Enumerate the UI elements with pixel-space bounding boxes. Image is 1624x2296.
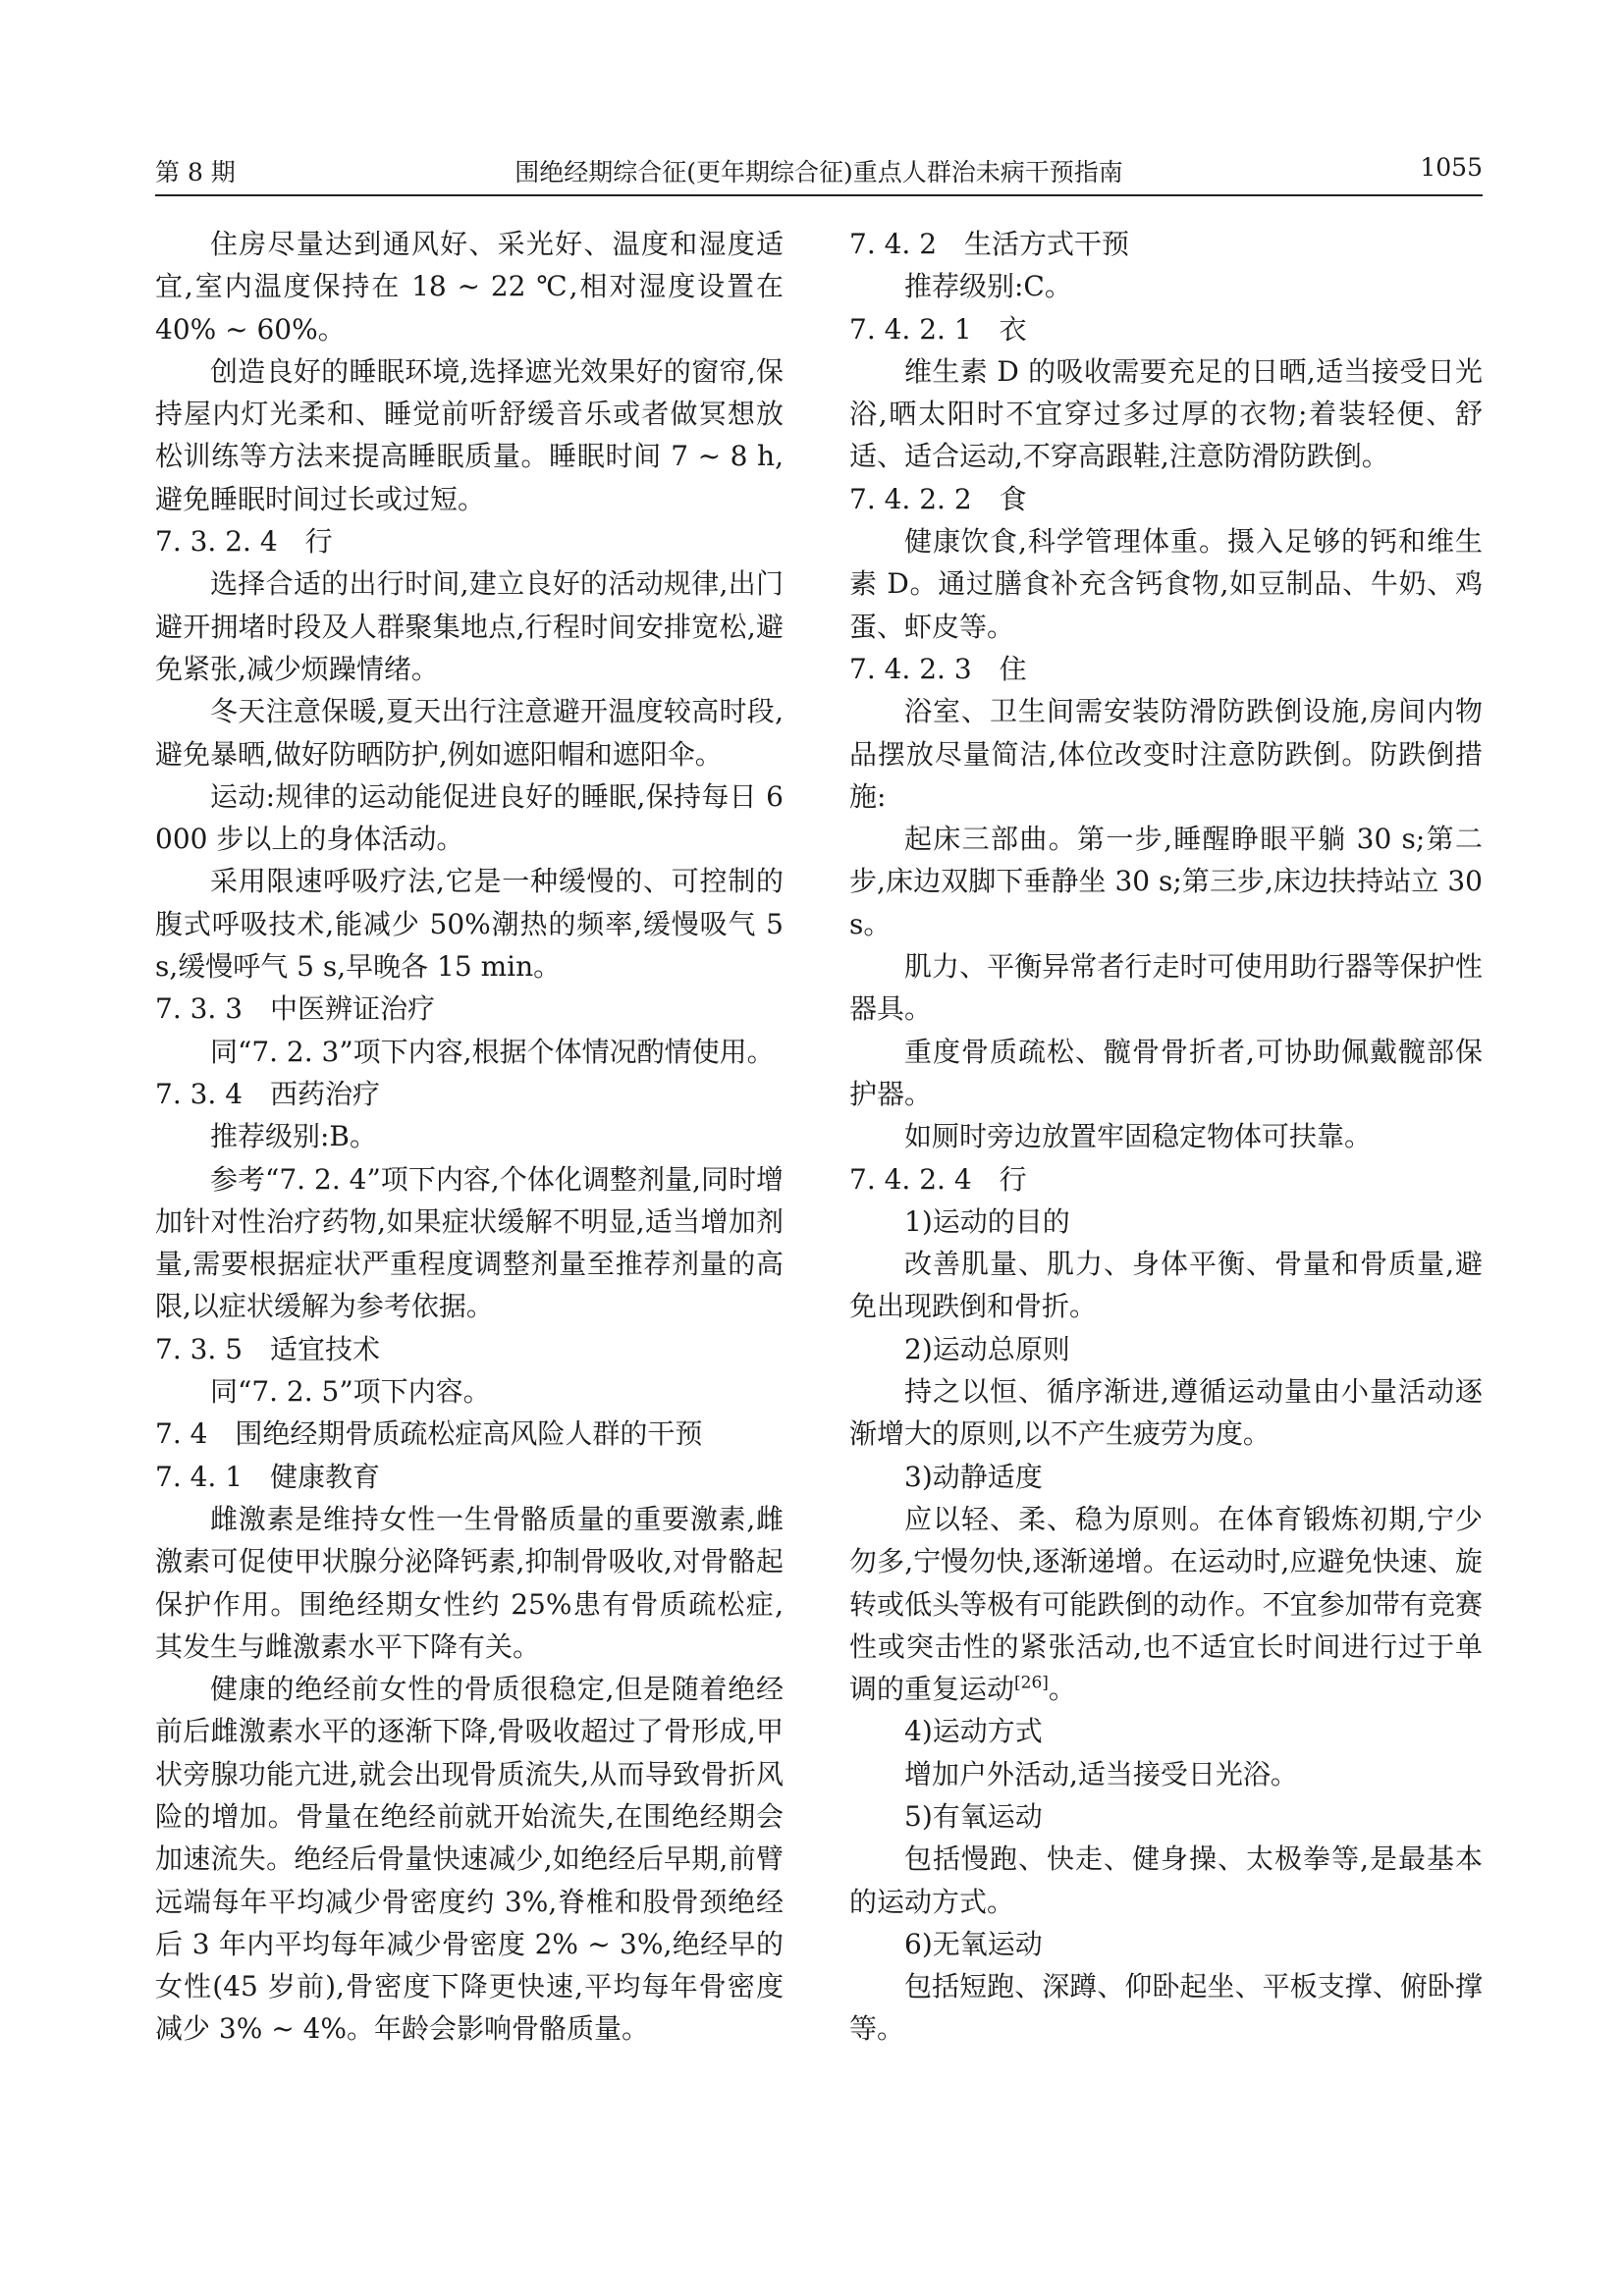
running-header	[155, 149, 1483, 196]
paragraph-text: 同“7. 2. 5”项下内容。	[210, 1375, 491, 1409]
paragraph-text: 起床三部曲。第一步,睡醒睁眼平躺 30 s;第二步,床边双脚下垂静坐 30 s;第三步,床边扶持站立 30 s。	[849, 823, 1483, 940]
paragraph	[849, 1753, 1483, 1795]
paragraph-text: 包括慢跑、快走、健身操、太极拳等,是最基本的运动方式。	[849, 1842, 1483, 1918]
paragraph-text: 同“7. 2. 3”项下内容,根据个体情况酌情使用。	[210, 1035, 775, 1068]
paragraph	[849, 1201, 1483, 1243]
section-heading	[849, 648, 1483, 690]
paragraph	[849, 1243, 1483, 1328]
paragraph	[155, 223, 784, 350]
paragraph-tail: 。	[1048, 1673, 1076, 1706]
running-title: 围绝经期综合征(更年期综合征)重点人群治未病干预指南	[514, 158, 1123, 187]
paragraph-text: 推荐级别:C。	[904, 270, 1072, 303]
paragraph-text: 如厕时旁边放置牢固稳定物体可扶靠。	[904, 1120, 1373, 1153]
paragraph	[849, 1370, 1483, 1456]
paragraph-text: 3)动静适度	[904, 1460, 1043, 1493]
paragraph-text: 创造良好的睡眠环境,选择遮光效果好的窗帘,保持屋内灯光柔和、睡觉前听舒缓音乐或者做冥想放松训练等方法来提高睡眠质量。睡眠时间 7 ~ 8 h,避免睡眠时间过长或过短。	[155, 354, 784, 515]
paragraph	[849, 265, 1483, 307]
paragraph-text: 6)无氧运动	[904, 1927, 1043, 1960]
paragraph	[849, 1328, 1483, 1370]
paragraph-text: 持之以恒、循序渐进,遵循运动量由小量活动逐渐增大的原则,以不产生疲劳为度。	[849, 1375, 1483, 1451]
paragraph-text: 健康饮食,科学管理体重。摄入足够的钙和维生素 D。通过膳食补充含钙食物,如豆制品、牛奶、鸡蛋、虾皮等。	[849, 525, 1483, 643]
paragraph-text: 1)运动的目的	[904, 1204, 1070, 1238]
page-number: 1055	[1420, 153, 1483, 182]
paragraph-text: 7. 4. 2. 1 衣	[849, 312, 1027, 346]
paragraph-text: 7. 4. 2 生活方式干预	[849, 228, 1130, 260]
paragraph-text: 采用限速呼吸疗法,它是一种缓慢的、可控制的腹式呼吸技术,能减少 50%潮热的频率,缓慢吸气 5 s,缓慢呼气 5 s,早晚各 15 min。	[155, 865, 784, 984]
paragraph	[155, 775, 784, 861]
paragraph-text: 5)有氧运动	[904, 1799, 1043, 1833]
paragraph	[155, 1031, 784, 1073]
paragraph	[849, 1710, 1483, 1752]
paragraph-text: 重度骨质疏松、髋骨骨折者,可协助佩戴髋部保护器。	[849, 1035, 1483, 1110]
paragraph	[849, 1923, 1483, 1965]
paragraph-text: 推荐级别:B。	[210, 1120, 378, 1153]
section-heading	[155, 1456, 784, 1498]
paragraph-text: 2)运动总原则	[904, 1332, 1070, 1365]
paragraph	[155, 1115, 784, 1157]
paragraph-text: 肌力、平衡异常者行走时可使用助行器等保护性器具。	[849, 950, 1483, 1026]
section-heading	[849, 478, 1483, 520]
paragraph-text: 7. 3. 5 适宜技术	[155, 1332, 381, 1365]
paragraph-text: 7. 4 围绝经期骨质疏松症高风险人群的干预	[155, 1417, 703, 1451]
paragraph	[155, 1668, 784, 2051]
section-heading	[155, 520, 784, 562]
paragraph-text: 应以轻、柔、稳为原则。在体育锻炼初期,宁少勿多,宁慢勿快,逐渐递增。在运动时,应避免快速、旋转或低头等极有可能跌倒的动作。不宜参加带有竞赛性或突击性的紧张活动,也不适宜长时间进行过于单调的重复运动	[849, 1502, 1483, 1706]
paragraph	[849, 1795, 1483, 1838]
paragraph	[849, 690, 1483, 818]
section-heading	[849, 223, 1483, 265]
paragraph	[155, 860, 784, 988]
section-heading	[155, 1328, 784, 1370]
paragraph	[155, 690, 784, 775]
paragraph-text: 7. 4. 2. 3 住	[849, 652, 1027, 685]
paragraph	[849, 520, 1483, 648]
paragraph-text: 选择合适的出行时间,建立良好的活动规律,出门避开拥堵时段及人群聚集地点,行程时间安排宽松,避免紧张,减少烦躁情绪。	[155, 567, 784, 685]
paragraph-text: 7. 3. 3 中医辨证治疗	[155, 992, 436, 1026]
paragraph-text: 7. 3. 2. 4 行	[155, 525, 333, 559]
paragraph-text: 维生素 D 的吸收需要充足的日晒,适当接受日光浴,晒太阳时不宜穿过多过厚的衣物;着装轻便、舒适、适合运动,不穿高跟鞋,注意防滑防跌倒。	[849, 354, 1483, 473]
paragraph	[155, 1158, 784, 1328]
paragraph	[849, 1498, 1483, 1710]
paragraph	[849, 1115, 1483, 1157]
paragraph	[849, 1031, 1483, 1116]
paragraph	[849, 350, 1483, 478]
issue-label: 第 8 期	[155, 158, 236, 187]
section-heading	[849, 1158, 1483, 1201]
section-heading	[155, 1413, 784, 1455]
right-column	[849, 223, 1483, 2051]
paragraph	[155, 1370, 784, 1413]
paragraph-text: 7. 4. 2. 4 行	[849, 1162, 1027, 1196]
section-heading	[155, 988, 784, 1030]
paragraph-text: 冬天注意保暖,夏天出行注意避开温度较高时段,避免暴晒,做好防晒防护,例如遮阳帽和遮阳伞。	[155, 695, 784, 771]
paragraph-text: 住房尽量达到通风好、采光好、温度和湿度适宜,室内温度保持在 18 ~ 22 ℃,相对湿度设置在 40% ~ 60%。	[155, 228, 784, 346]
citation-ref: [26]	[1014, 1673, 1049, 1693]
paragraph-text: 浴室、卫生间需安装防滑防跌倒设施,房间内物品摆放尽量简洁,体位改变时注意防跌倒。防跌倒措施:	[849, 695, 1483, 813]
paragraph-text: 参考“7. 2. 4”项下内容,个体化调整剂量,同时增加针对性治疗药物,如果症状缓解不明显,适当增加剂量,需要根据症状严重程度调整剂量至推荐剂量的高限,以症状缓解为参考依据。	[155, 1162, 784, 1323]
paragraph-text: 包括短跑、深蹲、仰卧起坐、平板支撑、俯卧撑等。	[849, 1970, 1483, 2046]
section-heading	[155, 1073, 784, 1115]
paragraph-text: 雌激素是维持女性一生骨骼质量的重要激素,雌激素可促使甲状腺分泌降钙素,抑制骨吸收,对骨骼起保护作用。围绝经期女性约 25%患有骨质疏松症,其发生与雌激素水平下降有关。	[155, 1502, 784, 1663]
paragraph	[849, 1838, 1483, 1923]
paragraph-text: 4)运动方式	[904, 1715, 1043, 1748]
paragraph-text: 增加户外活动,适当接受日光浴。	[904, 1757, 1298, 1790]
paragraph	[155, 1498, 784, 1668]
paragraph	[155, 562, 784, 690]
paragraph	[849, 818, 1483, 945]
paragraph	[849, 1965, 1483, 2051]
paragraph-text: 7. 3. 4 西药治疗	[155, 1077, 381, 1110]
paragraph	[849, 945, 1483, 1031]
section-heading	[849, 308, 1483, 350]
paragraph-text: 7. 4. 1 健康教育	[155, 1460, 381, 1493]
paragraph-text: 健康的绝经前女性的骨质很稳定,但是随着绝经前后雌激素水平的逐渐下降,骨吸收超过了骨形成,甲状旁腺功能亢进,就会出现骨质流失,从而导致骨折风险的增加。骨量在绝经前就开始流失,在围绝经期会加速流失。绝经后骨量快速减少,如绝经后早期,前臂远端每年平均减少骨密度约 3%,脊椎和股骨颈绝经后 3 年内平均每年减少骨密度 2% ~ 3%,绝经早的女性(45 岁前),骨密度下降更快速,平均每年骨密度减少 3% ~ 4%。年龄会影响骨骼质量。	[155, 1673, 784, 2046]
paragraph-text: 7. 4. 2. 2 食	[849, 482, 1027, 515]
paragraph	[849, 1456, 1483, 1498]
paragraph-text: 运动:规律的运动能促进良好的睡眠,保持每日 6 000 步以上的身体活动。	[155, 779, 784, 856]
left-column	[155, 223, 784, 2051]
paragraph	[155, 350, 784, 520]
paragraph-text: 改善肌量、肌力、身体平衡、骨量和骨质量,避免出现跌倒和骨折。	[849, 1248, 1483, 1323]
